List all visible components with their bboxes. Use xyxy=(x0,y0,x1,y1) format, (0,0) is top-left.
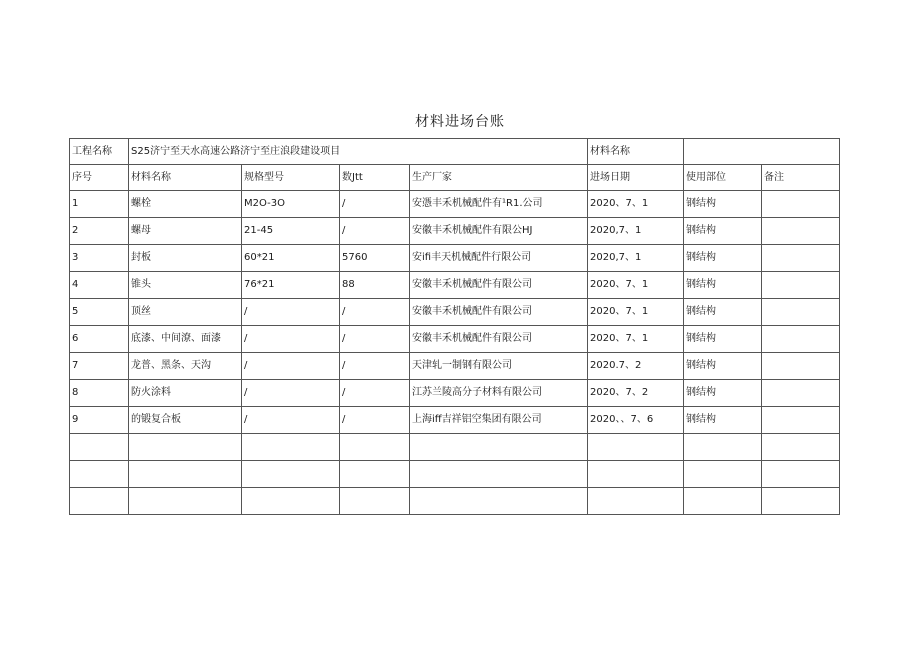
project-row xyxy=(70,139,840,165)
table-row xyxy=(70,218,840,245)
cell-remarks xyxy=(762,299,840,326)
cell-entry-date xyxy=(588,488,684,515)
cell-index xyxy=(70,461,129,488)
cell-usage: 钢结构 xyxy=(684,245,762,272)
col-header-spec: 规格型号 xyxy=(242,165,340,191)
cell-usage: 钢结构 xyxy=(684,218,762,245)
cell-remarks xyxy=(762,434,840,461)
cell-quantity: / xyxy=(340,326,410,353)
col-header-manufacturer: 生产厂家 xyxy=(410,165,588,191)
cell-spec: / xyxy=(242,407,340,434)
col-header-entry-date: 进场日期 xyxy=(588,165,684,191)
cell-usage: 钢结构 xyxy=(684,353,762,380)
cell-manufacturer: 安徽丰禾机械配件有限公司 xyxy=(410,299,588,326)
cell-manufacturer: 上海iff吉祥铝空集团有限公司 xyxy=(410,407,588,434)
cell-spec xyxy=(242,434,340,461)
cell-spec: M2O-3O xyxy=(242,191,340,218)
cell-manufacturer: 江苏兰陵高分子材料有限公司 xyxy=(410,380,588,407)
cell-material xyxy=(129,488,242,515)
table-row xyxy=(70,326,840,353)
cell-entry-date: 2020.7、2 xyxy=(588,353,684,380)
cell-material: 锥头 xyxy=(129,272,242,299)
cell-entry-date: 2020、7、1 xyxy=(588,191,684,218)
cell-entry-date: 2020,7、1 xyxy=(588,245,684,272)
cell-quantity xyxy=(340,461,410,488)
table-row xyxy=(70,245,840,272)
cell-usage: 钢结构 xyxy=(684,407,762,434)
project-name-value: S25济宁至天水高速公路济宁至庄浪段建设项目 xyxy=(129,139,588,165)
cell-material: 螺栓 xyxy=(129,191,242,218)
cell-manufacturer xyxy=(410,488,588,515)
cell-index: 2 xyxy=(70,218,129,245)
cell-manufacturer: 安徽丰禾机械配件有限公司 xyxy=(410,326,588,353)
table-row xyxy=(70,407,840,434)
col-header-quantity: 数Jtt xyxy=(340,165,410,191)
cell-spec: 60*21 xyxy=(242,245,340,272)
cell-material: 封板 xyxy=(129,245,242,272)
cell-material xyxy=(129,434,242,461)
cell-spec: / xyxy=(242,380,340,407)
cell-material: 螺母 xyxy=(129,218,242,245)
table-row xyxy=(70,434,840,461)
cell-usage xyxy=(684,434,762,461)
cell-entry-date: 2020、7、1 xyxy=(588,326,684,353)
cell-usage: 钢结构 xyxy=(684,326,762,353)
cell-quantity: / xyxy=(340,353,410,380)
cell-remarks xyxy=(762,488,840,515)
cell-manufacturer xyxy=(410,434,588,461)
cell-quantity: / xyxy=(340,407,410,434)
ledger-title: 材料进场台账 xyxy=(415,114,505,130)
cell-index: 8 xyxy=(70,380,129,407)
cell-quantity xyxy=(340,434,410,461)
cell-index: 9 xyxy=(70,407,129,434)
cell-remarks xyxy=(762,218,840,245)
cell-usage xyxy=(684,488,762,515)
cell-remarks xyxy=(762,380,840,407)
cell-spec xyxy=(242,488,340,515)
cell-usage xyxy=(684,461,762,488)
cell-usage: 钢结构 xyxy=(684,272,762,299)
header-row xyxy=(70,165,840,191)
table-row xyxy=(70,272,840,299)
cell-spec: 21-45 xyxy=(242,218,340,245)
cell-manufacturer: 安徽丰禾机械配件有限公司 xyxy=(410,272,588,299)
material-name-value xyxy=(684,139,840,165)
cell-index: 1 xyxy=(70,191,129,218)
cell-remarks xyxy=(762,272,840,299)
cell-entry-date: 2020、7、2 xyxy=(588,380,684,407)
col-header-usage: 使用部位 xyxy=(684,165,762,191)
cell-manufacturer: 安憑丰禾机械配件有¹R1.公司 xyxy=(410,191,588,218)
col-header-remarks: 备注 xyxy=(762,165,840,191)
col-header-index: 序号 xyxy=(70,165,129,191)
cell-quantity: 5760 xyxy=(340,245,410,272)
cell-quantity: / xyxy=(340,218,410,245)
cell-usage: 钢结构 xyxy=(684,191,762,218)
cell-entry-date xyxy=(588,434,684,461)
cell-entry-date: 2020、7、1 xyxy=(588,299,684,326)
cell-quantity: 88 xyxy=(340,272,410,299)
cell-index: 4 xyxy=(70,272,129,299)
cell-remarks xyxy=(762,353,840,380)
cell-manufacturer: 天津轧一制钢有限公司 xyxy=(410,353,588,380)
table-row xyxy=(70,488,840,515)
cell-remarks xyxy=(762,461,840,488)
cell-entry-date: 2020、7、1 xyxy=(588,272,684,299)
cell-material: 顶丝 xyxy=(129,299,242,326)
cell-index: 5 xyxy=(70,299,129,326)
cell-remarks xyxy=(762,245,840,272)
cell-spec: / xyxy=(242,353,340,380)
table-row xyxy=(70,380,840,407)
cell-quantity: / xyxy=(340,191,410,218)
cell-spec xyxy=(242,461,340,488)
cell-spec: / xyxy=(242,326,340,353)
cell-quantity: / xyxy=(340,299,410,326)
cell-quantity: / xyxy=(340,380,410,407)
cell-material: 的锻复合板 xyxy=(129,407,242,434)
cell-index: 7 xyxy=(70,353,129,380)
cell-manufacturer: 安ifi丰天机械配件行限公司 xyxy=(410,245,588,272)
cell-entry-date xyxy=(588,461,684,488)
cell-material: 龙普、黑条、天沟 xyxy=(129,353,242,380)
table-row xyxy=(70,461,840,488)
cell-index: 6 xyxy=(70,326,129,353)
cell-remarks xyxy=(762,326,840,353)
table-row xyxy=(70,353,840,380)
cell-material xyxy=(129,461,242,488)
table-row xyxy=(70,191,840,218)
cell-spec: 76*21 xyxy=(242,272,340,299)
table-row xyxy=(70,299,840,326)
cell-manufacturer xyxy=(410,461,588,488)
cell-entry-date: 2020、、7、6 xyxy=(588,407,684,434)
cell-index: 3 xyxy=(70,245,129,272)
cell-usage: 钢结构 xyxy=(684,299,762,326)
cell-material: 底漆、中间潦、面漆 xyxy=(129,326,242,353)
cell-usage: 钢结构 xyxy=(684,380,762,407)
col-header-material: 材料名称 xyxy=(129,165,242,191)
cell-remarks xyxy=(762,407,840,434)
project-name-label: 工程名称 xyxy=(70,139,129,165)
material-ledger-table xyxy=(69,138,840,515)
material-name-label: 材料名称 xyxy=(588,139,684,165)
cell-manufacturer: 安徽丰禾机械配件有限公HJ xyxy=(410,218,588,245)
cell-entry-date: 2020,7、1 xyxy=(588,218,684,245)
cell-material: 防火涂料 xyxy=(129,380,242,407)
cell-remarks xyxy=(762,191,840,218)
cell-index xyxy=(70,488,129,515)
cell-index xyxy=(70,434,129,461)
cell-spec: / xyxy=(242,299,340,326)
cell-quantity xyxy=(340,488,410,515)
